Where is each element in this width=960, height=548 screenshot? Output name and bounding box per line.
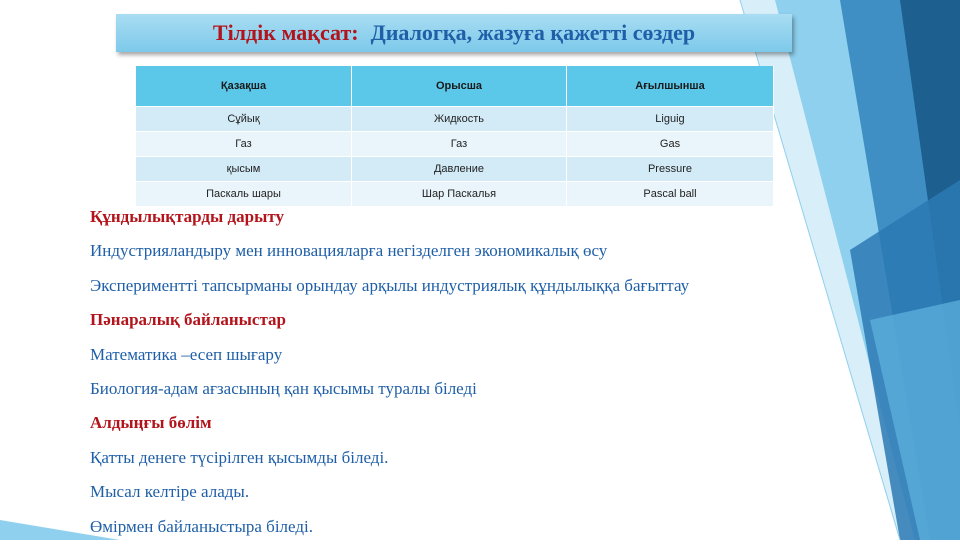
table-cell: Паскаль шары [136,182,352,207]
title-banner [116,14,792,52]
table-cell: Газ [136,132,352,157]
table-cell: қысым [136,157,352,182]
table-cell: Pascal ball [566,182,773,207]
section-line: Мысал келтіре алады. [90,482,250,502]
table-cell: Шар Паскалья [352,182,567,207]
section-heading-previous: Алдыңғы бөлім [90,413,212,433]
column-header-russian: Орысша [352,66,567,107]
section-heading-values: Құндылықтарды дарыту [90,207,284,226]
table-row [136,157,774,182]
table-row [136,182,774,207]
table-row [136,107,774,132]
table-cell: Давление [352,157,567,182]
section-line: Математика –есеп шығару [90,344,283,364]
table-cell: Газ [352,132,567,157]
section-line: Индустрияландыру мен инновацияларға негізделген экономикалық өсу [90,241,608,261]
content-body [90,204,810,548]
section-line: Қатты денеге түсірілген қысымды біледі. [90,447,389,467]
table-header-row [136,66,774,107]
table-cell: Жидкость [352,107,567,132]
title-text: Диалогқа, жазуға қажетті сөздер [370,20,696,45]
column-header-english: Ағылшынша [566,66,773,107]
section-heading-interdisciplinary: Пәнаралық байланыстар [90,310,286,330]
vocabulary-table [136,66,774,206]
section-line: Өмірмен байланыстыра біледі. [90,516,313,536]
table-row [136,132,774,157]
table-cell: Сұйық [136,107,352,132]
title-label: Тілдік мақсат: [212,20,359,45]
section-line: Биология-адам ағзасының қан қысымы туралы біледі [90,378,477,398]
column-header-kazakh: Қазақша [136,66,352,107]
table-cell: Gas [566,132,773,157]
section-line: Экспериментті тапсырманы орындау арқылы индустриялық құндылыққа бағыттау [90,275,690,295]
table-cell: Pressure [566,157,773,182]
table-cell: Liguig [566,107,773,132]
